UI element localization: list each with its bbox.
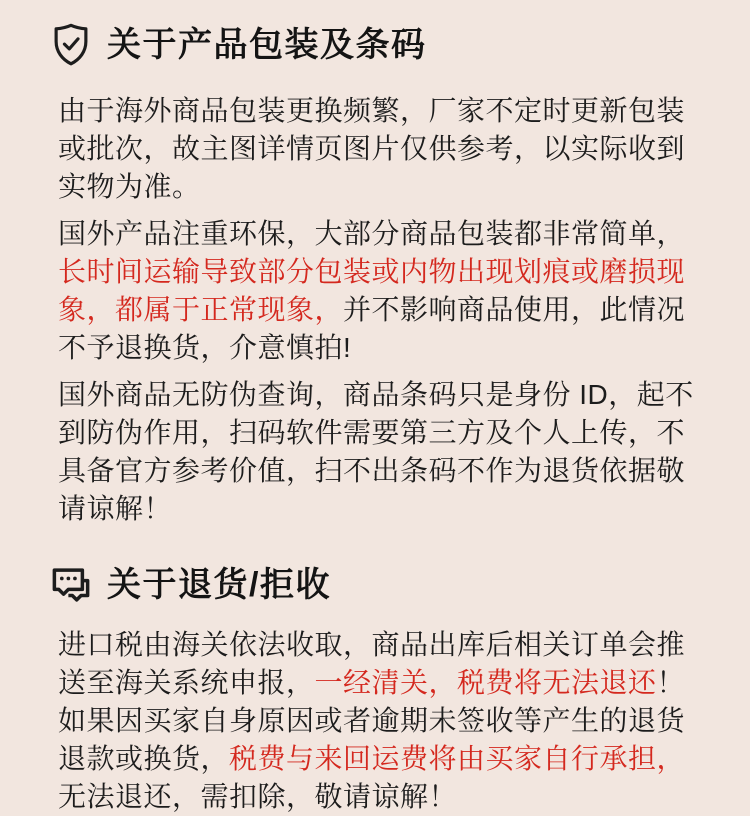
body-text: 并不影响商品使用，此情况不予退换货，介意慎拍! [58, 294, 686, 363]
shield-check-icon [50, 22, 92, 68]
section-returns-rejection [0, 562, 750, 816]
body-text: 无法退还，需扣除，敬请谅解！ [58, 781, 458, 812]
returns-paragraphs [0, 626, 750, 816]
section-heading-returns [0, 562, 750, 608]
paragraph [58, 376, 700, 528]
body-text: 进口税由海关依法收取，商品出库后相关订单会推送至海关系统申报， [58, 629, 686, 698]
body-text: 由于海外商品包装更换频繁，厂家不定时更新包装或批次，故主图详情页图片仅供参考，以实际收到实物为准。 [58, 95, 686, 202]
body-text: 国外产品注重环保，大部分商品包装都非常简单， [58, 218, 686, 249]
section-heading-packaging [0, 0, 750, 68]
highlighted-text: 一经清关，税费将无法退还 [314, 667, 657, 698]
body-text: 国外商品无防伪查询，商品条码只是身份 ID，起不到防伪作用，扫码软件需要第三方及个人上传，不具备官方参考价值，扫不出条码不作为退货依据敬请谅解！ [58, 379, 694, 524]
highlighted-text: 税费与来回运费将由买家自行承担， [229, 743, 686, 774]
body-text: ！如果因买家自身原因或者逾期未签收等产生的退货退款或换货， [58, 667, 686, 774]
section-title-returns: 关于退货/拒收 [107, 565, 331, 604]
paragraph [58, 626, 700, 816]
paragraph [58, 92, 700, 206]
highlighted-text: 长时间运输导致部分包装或内物出现划痕或磨损现象，都属于正常现象， [58, 256, 686, 325]
packaging-paragraphs [0, 92, 750, 528]
section-title-packaging: 关于产品包装及条码 [107, 25, 427, 64]
chat-bubbles-icon [50, 562, 92, 608]
paragraph [58, 215, 700, 367]
